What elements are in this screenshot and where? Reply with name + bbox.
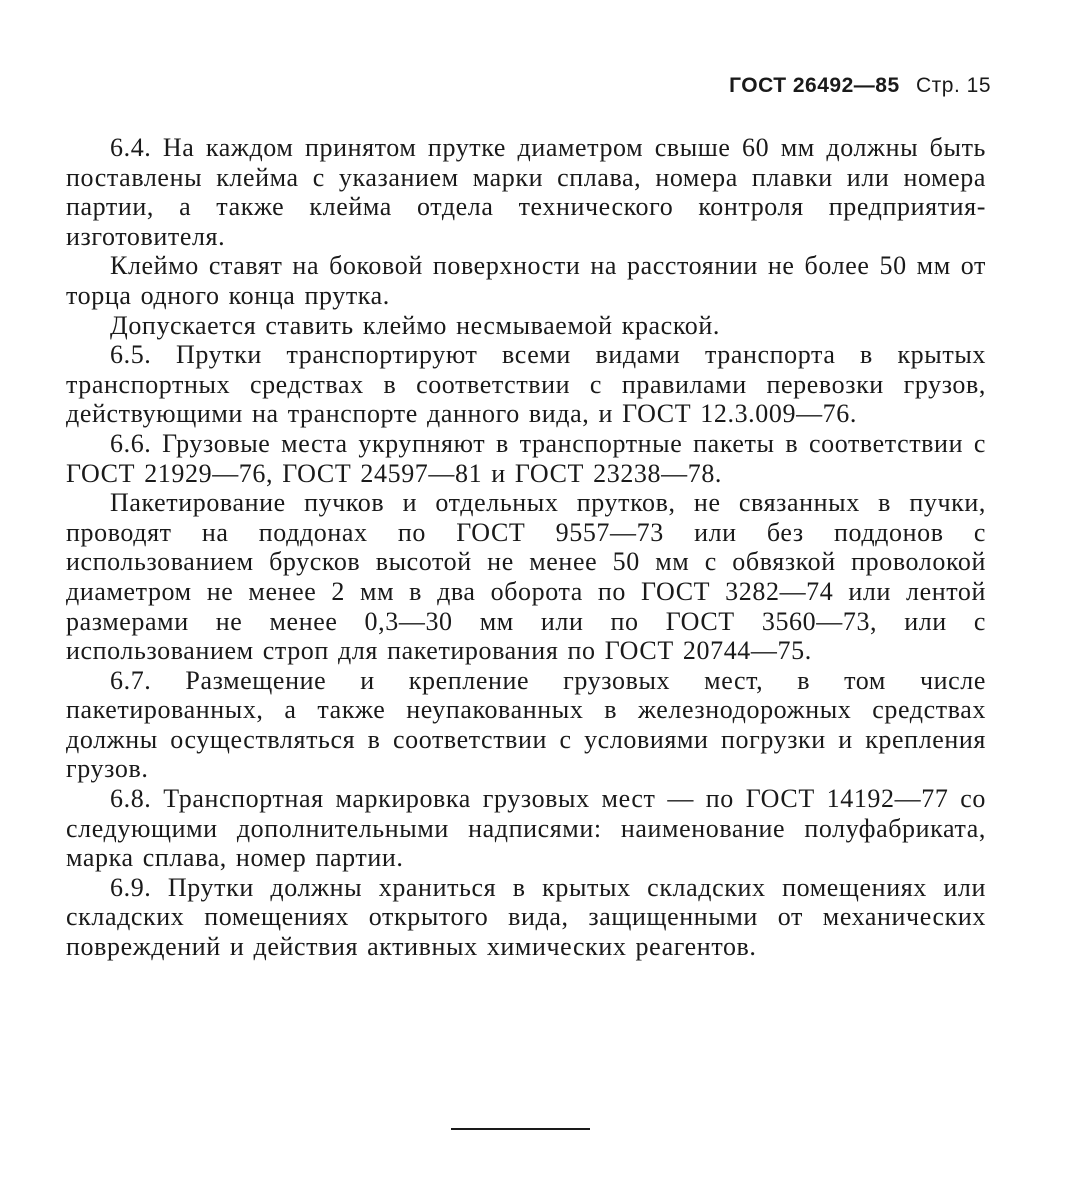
page-header <box>729 74 991 98</box>
page-number: 15 <box>966 74 991 97</box>
paragraph-6-5: 6.5. Прутки транспортируют всеми видами транспорта в крытых транспортных средствах в соответствии с правилами перевозки грузов, действующими на транспорте данного вида, и ГОСТ 12.3.009—76. <box>66 340 986 429</box>
paragraph-packaging: Пакетирование пучков и отдельных прутков, не связанных в пучки, проводят на поддонах по ГОСТ 9557—73 или без поддонов с использованием брусков высотой не менее 50 мм с обвязкой проволокой диаметром не менее 2 мм в два оборота по ГОСТ 3282—74 или лентой размерами не менее 0,3—30 мм или по ГОСТ 3560—73, или с использованием строп для пакетирования по ГОСТ 20744—75. <box>66 488 986 666</box>
paragraph-stamp-location: Клеймо ставят на боковой поверхности на расстоянии не более 50 мм от торца одного конца прутка. <box>66 251 986 310</box>
document-body <box>66 133 986 962</box>
paragraph-6-6: 6.6. Грузовые места укрупняют в транспортные пакеты в соответствии с ГОСТ 21929—76, ГОСТ 24597—81 и ГОСТ 23238—78. <box>66 428 986 488</box>
paragraph-stamp-paint: Допускается ставить клеймо несмываемой краской. <box>110 310 720 340</box>
paragraph-6-8: 6.8. Транспортная маркировка грузовых мест — по ГОСТ 14192—77 со следующими дополнительными надписями: наименование полуфабриката, марка сплава, номер партии. <box>66 784 986 873</box>
paragraph-6-9: 6.9. Прутки должны храниться в крытых складских помещениях или складских помещениях открытого вида, защищенными от механических повреждений и действия активных химических реагентов. <box>66 872 986 962</box>
page-label: Стр. <box>915 74 961 97</box>
paragraph-6-7: 6.7. Размещение и крепление грузовых мест, в том числе пакетированных, а также неупакованных в железнодорожных средствах должны осуществляться в соответствии с условиями погрузки и крепления грузов. <box>66 665 986 784</box>
paragraph-6-4: 6.4. На каждом принятом прутке диаметром свыше 60 мм должны быть поставлены клейма с указанием марки сплава, номера плавки или номера партии, а также клейма отдела технического контроля предприятия-изготовителя. <box>66 133 986 251</box>
end-rule <box>451 1128 590 1130</box>
standard-number: ГОСТ 26492—85 <box>729 74 900 97</box>
